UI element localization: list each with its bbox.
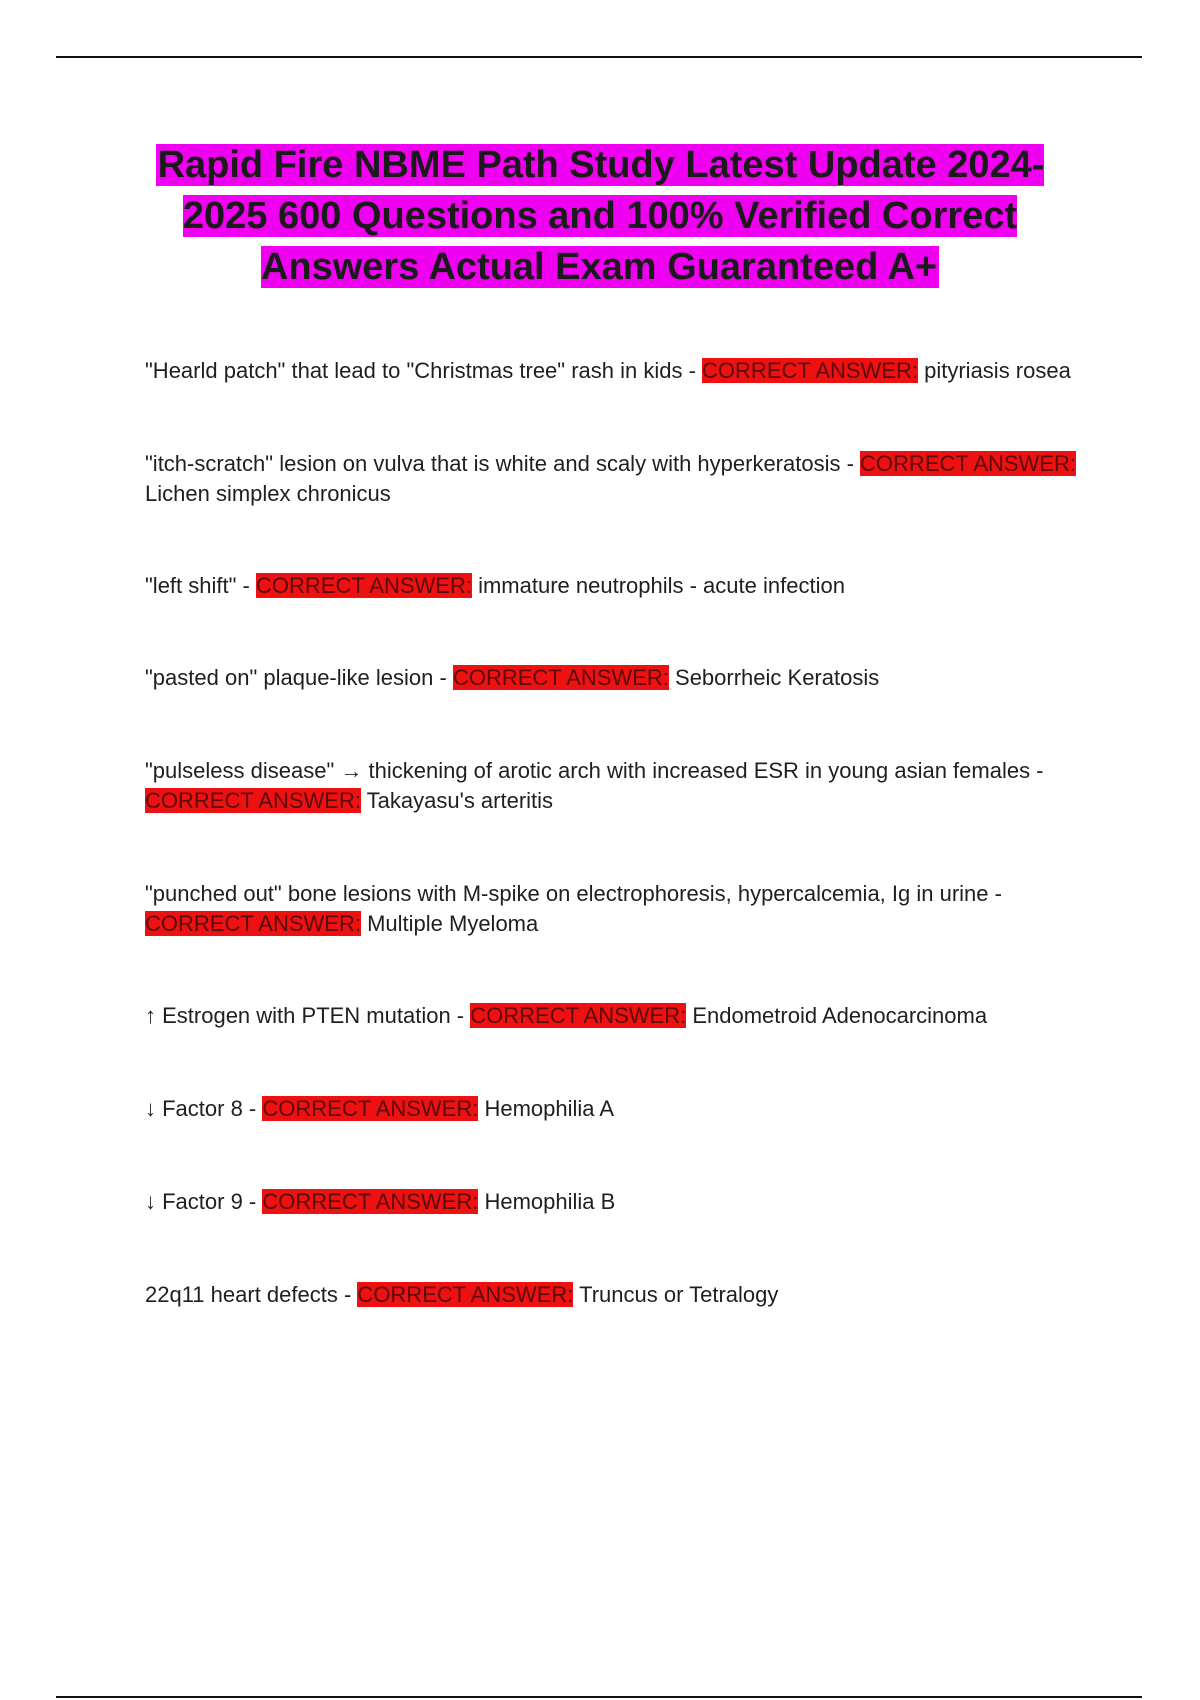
qa-item [145,879,1090,939]
answer-tag: CORRECT ANSWER: [256,573,472,598]
question-text: ↑ Estrogen with PTEN mutation - [145,1003,465,1028]
question-text: "punched out" bone lesions with M-spike on electrophoresis, hypercalcemia, Ig in urine - [145,881,1002,906]
answer-tag: CORRECT ANSWER: [145,911,361,936]
answer-tag: CORRECT ANSWER: [357,1282,574,1307]
question-text: 22q11 heart defects - [145,1282,352,1307]
top-rule [56,56,1142,58]
question-text: "pulseless disease" → thickening of arotic arch with increased ESR in young asian females - [145,758,1044,783]
qa-item [145,356,1090,386]
answer-text: Multiple Myeloma [367,911,539,936]
document-title-text: Rapid Fire NBME Path Study Latest Update 2024-2025 600 Questions and 100% Verified Correct Answers Actual Exam Guaranteed A+ [157,144,1045,288]
answer-text: Takayasu's arteritis [366,788,554,813]
qa-item [145,663,1090,693]
answer-text: Seborrheic Keratosis [675,665,880,690]
answer-text: Hemophilia B [484,1189,616,1214]
qa-item [145,1280,1090,1310]
question-list [145,356,1090,1310]
answer-tag: CORRECT ANSWER: [145,788,361,813]
answer-text: Lichen simplex chronicus [145,481,391,506]
qa-item [145,449,1090,509]
qa-item [145,1001,1090,1031]
qa-item [145,756,1090,816]
answer-tag: CORRECT ANSWER: [860,451,1076,476]
question-text: ↓ Factor 9 - [145,1189,257,1214]
answer-text: Truncus or Tetralogy [579,1282,779,1307]
document-title [120,140,1080,293]
qa-item [145,1094,1090,1124]
question-text: ↓ Factor 8 - [145,1096,257,1121]
answer-tag: CORRECT ANSWER: [470,1003,687,1028]
bottom-rule [56,1696,1142,1698]
question-text: "pasted on" plaque-like lesion - [145,665,447,690]
answer-text: Endometroid Adenocarcinoma [692,1003,988,1028]
answer-tag: CORRECT ANSWER: [452,665,669,690]
question-text: "itch-scratch" lesion on vulva that is white and scaly with hyperkeratosis - [145,451,854,476]
answer-tag: CORRECT ANSWER: [262,1189,479,1214]
answer-text: pityriasis rosea [924,358,1071,383]
qa-item [145,571,1090,601]
question-text: "Hearld patch" that lead to "Christmas tree" rash in kids - [145,358,696,383]
answer-text: immature neutrophils - acute infection [478,573,845,598]
qa-item [145,1187,1090,1217]
answer-tag: CORRECT ANSWER: [262,1096,479,1121]
answer-tag: CORRECT ANSWER: [702,358,918,383]
question-text: "left shift" - [145,573,250,598]
answer-text: Hemophilia A [484,1096,615,1121]
